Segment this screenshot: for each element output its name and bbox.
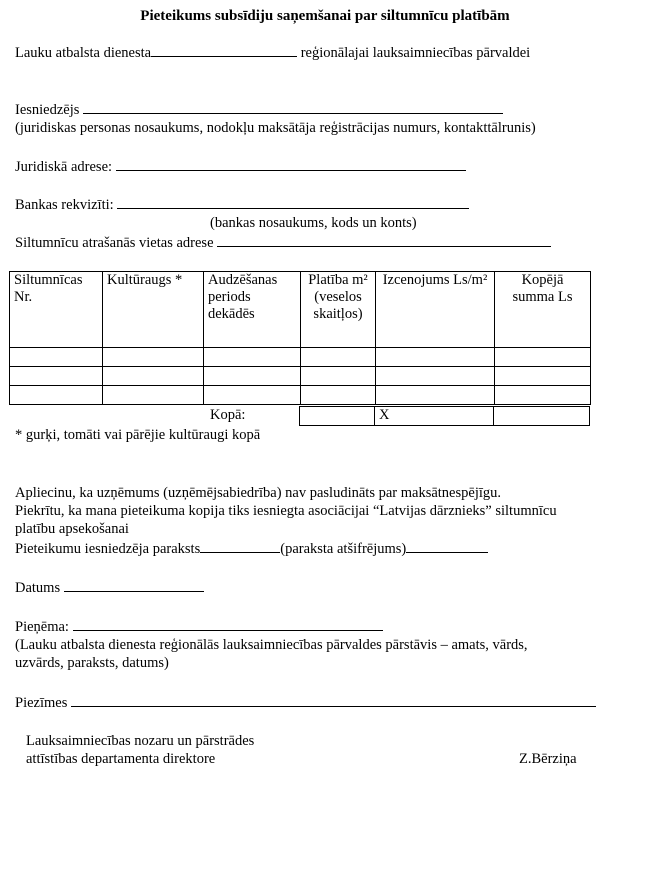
declaration-line2: Piekrītu, ka mana pieteikuma kopija tiks iesniegta asociācijai “Latvijas dārznieks” siltumnīcu (15, 503, 557, 519)
table-cell[interactable] (103, 348, 204, 367)
greenhouse-address-row (15, 234, 551, 252)
footer-dept-line2: attīstības departamenta direktore (26, 751, 216, 767)
table-cell[interactable] (103, 386, 204, 405)
table-cell[interactable] (10, 348, 103, 367)
notes-row (15, 694, 596, 712)
header-line (15, 44, 530, 62)
applicant-field[interactable] (83, 101, 503, 114)
header-before: Lauku atbalsta dienesta (15, 45, 152, 61)
table-cell[interactable] (495, 386, 591, 405)
table-cell[interactable] (301, 348, 376, 367)
applicant-label: Iesniedzējs (15, 102, 80, 118)
applicant-hint: (juridiskas personas nosaukums, nodokļu maksātāja reģistrācijas numurs, kontakttālrunis) (15, 120, 536, 136)
declaration-line1: Apliecinu, ka uzņēmums (uzņēmējsabiedrība) nav pasludināts par maksātnespējīgu. (15, 485, 502, 501)
signature-hint: (paraksta atšifrējums) (280, 541, 407, 557)
greenhouse-address-field[interactable] (217, 234, 551, 247)
table-cell[interactable] (376, 348, 495, 367)
header-total: Kopējā summa Ls (495, 272, 591, 348)
header-crop: Kultūraugs * (103, 272, 204, 348)
footer-signer: Z.Bērziņa (519, 751, 577, 767)
date-label: Datums (15, 580, 61, 596)
accepted-row (15, 618, 383, 636)
legal-address-label: Juridiskā adrese: (15, 159, 113, 175)
header-after: reģionālajai lauksaimniecības pārvaldei (300, 45, 531, 61)
applicant-row (15, 101, 503, 119)
accepted-label: Pieņēma: (15, 619, 69, 635)
table-cell[interactable] (495, 348, 591, 367)
table-cell[interactable] (204, 386, 301, 405)
greenhouse-table (9, 271, 591, 405)
signature-name-field[interactable] (406, 540, 488, 553)
legal-address-field[interactable] (116, 158, 466, 171)
bank-hint: (bankas nosaukums, kods un konts) (210, 215, 417, 231)
header-greenhouse-nr: Siltumnīcas Nr. (10, 272, 103, 348)
accepted-hint-line2: uzvārds, paraksts, datums) (15, 655, 169, 671)
date-row (15, 579, 204, 597)
table-cell[interactable] (10, 386, 103, 405)
total-row (299, 406, 590, 426)
table-row (10, 386, 591, 405)
header-price: Izcenojums Ls/m² (376, 272, 495, 348)
table-cell[interactable] (204, 348, 301, 367)
signature-field[interactable] (200, 540, 280, 553)
table-cell[interactable] (301, 367, 376, 386)
table-row (10, 348, 591, 367)
greenhouse-address-label: Siltumnīcu atrašanās vietas adrese (15, 235, 214, 251)
total-price-cell (375, 407, 494, 426)
table-header-row (10, 272, 591, 348)
footnote: * gurķi, tomāti vai pārējie kultūraugi kopā (15, 427, 261, 443)
total-mark: X (379, 407, 390, 423)
table-cell[interactable] (376, 367, 495, 386)
table-cell[interactable] (495, 367, 591, 386)
notes-field[interactable] (71, 694, 596, 707)
notes-label: Piezīmes (15, 695, 68, 711)
table-row (10, 367, 591, 386)
legal-address-row (15, 158, 466, 176)
header-period: Audzēšanas periods dekādēs (204, 272, 301, 348)
table-cell[interactable] (301, 386, 376, 405)
header-area: Platība m² (veselos skaitļos) (301, 272, 376, 348)
table-cell[interactable] (376, 386, 495, 405)
accepted-field[interactable] (73, 618, 383, 631)
date-field[interactable] (64, 579, 204, 592)
signature-row (15, 540, 488, 558)
total-label: Kopā: (210, 407, 246, 423)
total-area-cell[interactable] (300, 407, 375, 426)
total-sum-cell[interactable] (494, 407, 590, 426)
bank-label: Bankas rekvizīti: (15, 197, 114, 213)
accepted-hint-line1: (Lauku atbalsta dienesta reģionālās lauksaimniecības pārvaldes pārstāvis – amats, vārds, (15, 637, 528, 653)
signature-label: Pieteikumu iesniedzēja paraksts (15, 541, 201, 557)
table-cell[interactable] (204, 367, 301, 386)
bank-row (15, 196, 469, 214)
service-field[interactable] (151, 44, 297, 57)
document-title: Pieteikums subsīdiju saņemšanai par siltumnīcu platībām (140, 8, 510, 24)
footer-dept-line1: Lauksaimniecības nozaru un pārstrādes (26, 733, 255, 749)
bank-field[interactable] (117, 196, 469, 209)
table-cell[interactable] (10, 367, 103, 386)
declaration-line3: platību apsekošanai (15, 521, 129, 537)
table-cell[interactable] (103, 367, 204, 386)
